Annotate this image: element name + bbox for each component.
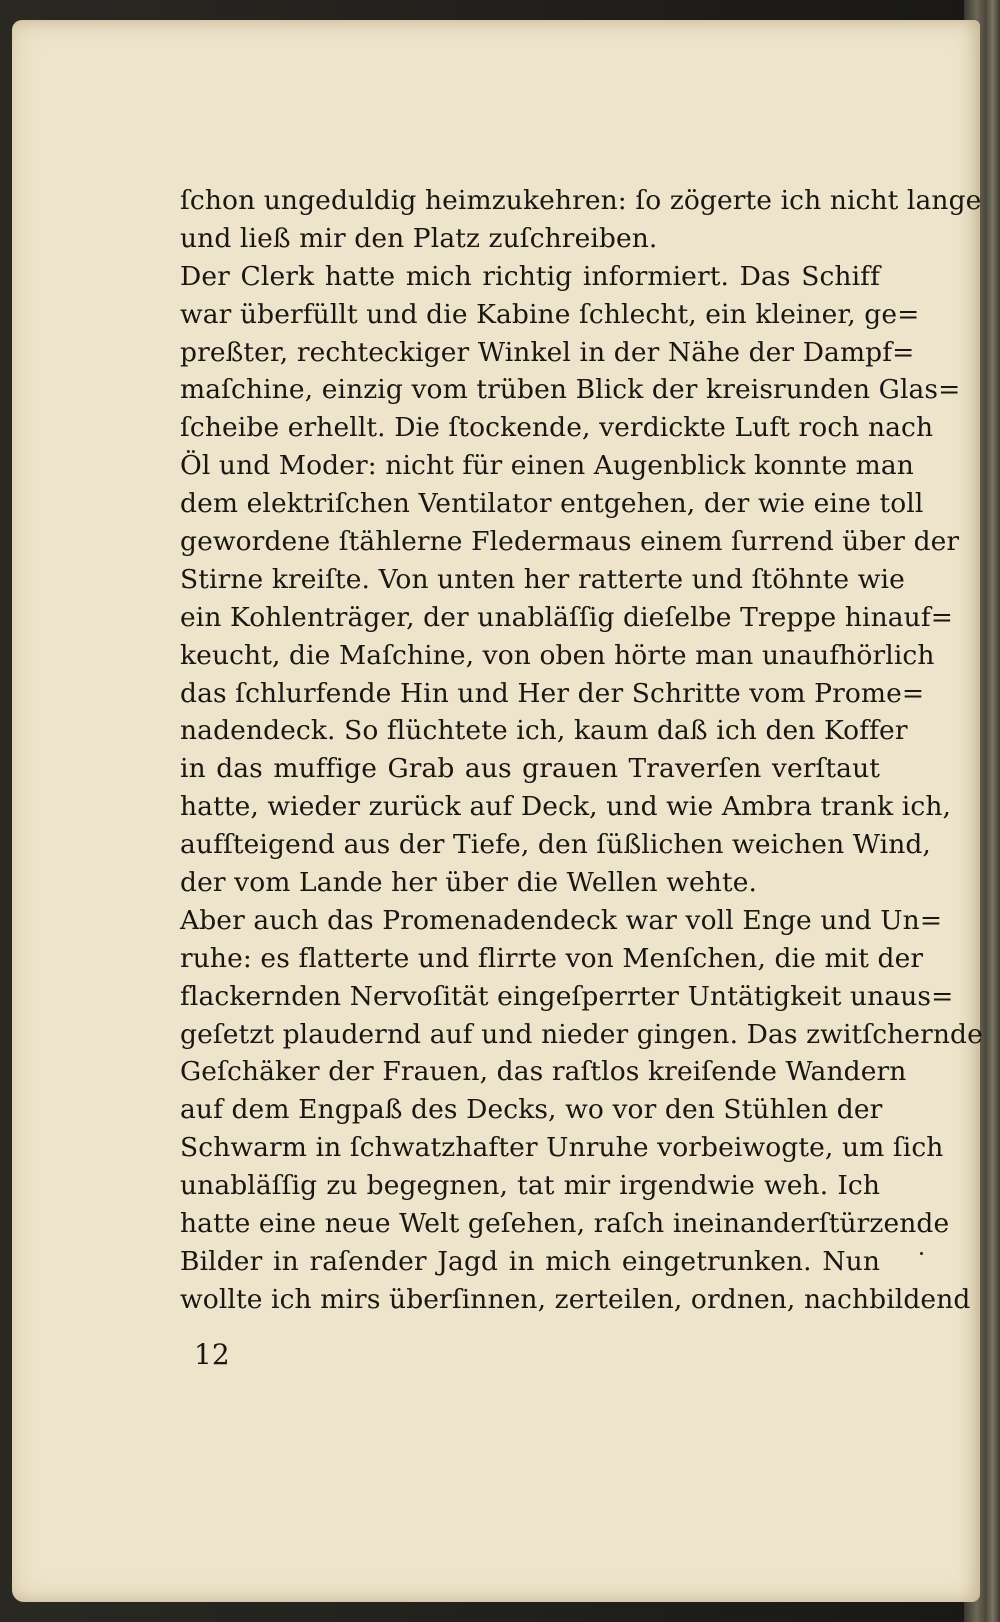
text-line: unabläſſig zu begegnen, tat mir irgendwie weh. Ich — [180, 1170, 880, 1202]
text-line: Aber auch das Promenadendeck war voll Enge und Un= — [180, 904, 943, 936]
text-line: und ließ mir den Platz zuſchreiben. — [180, 222, 658, 254]
text-line: maſchine, einzig vom trüben Blick der kreisrunden Glas= — [180, 374, 961, 406]
text-line: ſcheibe erhellt. Die ſtockende, verdickte Luft roch nach — [180, 412, 934, 444]
text-line: preßter, rechteckiger Winkel in der Nähe der Dampf= — [180, 336, 915, 368]
text-line: geſetzt plaudernd auf und nieder gingen. Das zwitſchernde — [180, 1018, 983, 1050]
text-line: gewordene ſtählerne Fledermaus einem ſurrend über der — [180, 526, 960, 558]
text-line: der vom Lande her über die Wellen wehte. — [180, 867, 758, 899]
text-line: wollte ich mirs überſinnen, zerteilen, ordnen, nachbildend — [180, 1283, 971, 1315]
page-sheet — [12, 20, 983, 1602]
text-line: ein Kohlenträger, der unabläſſig dieſelbe Treppe hinauf= — [180, 601, 954, 633]
text-line: flackernden Nervoſität eingeſperrter Untätigkeit unaus= — [180, 980, 954, 1012]
text-line: Bilder in raſender Jagd in mich eingetrunken. Nun — [180, 1245, 880, 1277]
margin-speck — [920, 1252, 923, 1255]
text-line: ruhe: es flatterte und flirrte von Menſchen, die mit der — [180, 942, 924, 974]
text-line: aufſteigend aus der Tiefe, den ſüßlichen weichen Wind, — [180, 829, 931, 861]
text-line: Stirne kreiſte. Von unten her ratterte und ſtöhnte wie — [180, 563, 905, 595]
body-text — [180, 182, 983, 1319]
text-line: Schwarm in ſchwatzhafter Unruhe vorbeiwogte, um ſich — [180, 1132, 944, 1164]
text-line: in das muffige Grab aus grauen Traverſen verſtaut — [180, 753, 880, 785]
text-line: keucht, die Maſchine, von oben hörte man unaufhörlich — [180, 639, 935, 671]
text-line: Geſchäker der Frauen, das raſtlos kreiſende Wandern — [180, 1056, 907, 1088]
text-line: war überfüllt und die Kabine ſchlecht, ein kleiner, ge= — [180, 298, 920, 330]
text-line: hatte, wieder zurück auf Deck, und wie Ambra trank ich, — [180, 791, 952, 823]
text-line: ſchon ungeduldig heimzukehren: ſo zögerte ich nicht lange — [180, 185, 982, 216]
text-line: auf dem Engpaß des Decks, wo vor den Stühlen der — [180, 1094, 883, 1126]
text-line: dem elektriſchen Ventilator entgehen, der wie eine toll — [180, 488, 924, 520]
text-line: Der Clerk hatte mich richtig informiert. Das Schiff — [180, 260, 880, 292]
text-line: hatte eine neue Welt geſehen, raſch ineinanderſtürzende — [180, 1208, 950, 1240]
text-line: Öl und Moder: nicht für einen Augenblick konnte man — [180, 450, 914, 482]
page-number: 12 — [194, 1338, 230, 1371]
text-line: nadendeck. So flüchtete ich, kaum daß ich den Koffer — [180, 715, 908, 747]
text-line: das ſchlurfende Hin und Her der Schritte vom Prome= — [180, 677, 925, 709]
